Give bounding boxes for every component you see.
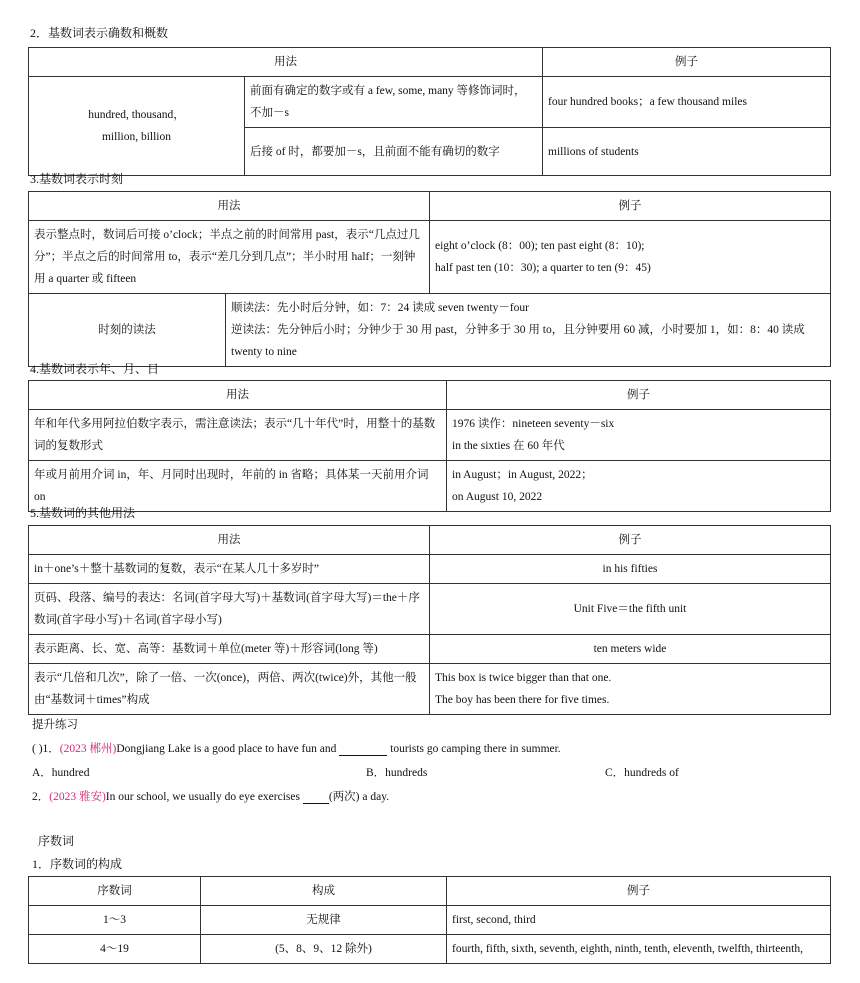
option-b[interactable]: B．hundreds [366, 767, 428, 779]
example-line: in the sixties 在 60 年代 [452, 440, 565, 452]
table-ordinal-formation [28, 876, 831, 964]
option-c[interactable]: C．hundreds of [605, 767, 679, 779]
col-ordinal-header: 序数词 [29, 877, 201, 906]
words-line-2: million, billion [101, 131, 171, 143]
ordinal-title: 序数词 [38, 834, 75, 848]
ordinal-range-cell: 1～3 [29, 906, 201, 935]
usage-cell: 前面有确定的数字或有 a few, some, many 等修饰词时，不加－s [245, 77, 543, 128]
table-cardinal-exact-approx [28, 47, 831, 176]
example-line: in August；in August, 2022； [452, 469, 593, 481]
example-line: eight o’clock (8：00); ten past eight (8：10); [435, 240, 645, 252]
answer-blank[interactable] [339, 743, 387, 756]
ordinal-range-cell: 4～19 [29, 935, 201, 964]
col-usage-header: 用法 [29, 192, 430, 221]
example-cell [447, 410, 831, 461]
example-cell: in his fifties [430, 555, 831, 584]
col-example-header: 例子 [430, 192, 831, 221]
question-1 [32, 740, 561, 756]
question-2 [32, 788, 389, 804]
col-formation-header: 构成 [201, 877, 447, 906]
section-5-heading: 5.基数词的其他用法 [30, 506, 136, 520]
question-text: (两次) a day. [328, 791, 390, 803]
example-cell: first, second, third [447, 906, 831, 935]
col-example-header: 例子 [543, 48, 831, 77]
table-other-uses [28, 525, 831, 715]
usage-cell: 年或月前用介词 in，年、月同时出现时，年前的 in 省略；具体某一天前用介词 on [29, 461, 447, 512]
question-text: tourists go camping there in summer. [387, 743, 561, 755]
example-line: on August 10, 2022 [452, 491, 543, 503]
usage-cell: 表示“几倍和几次”，除了一倍、一次(once)，两倍、两次(twice)外，其他一般由“基数词＋times”构成 [29, 664, 430, 715]
formation-cell: 无规律 [201, 906, 447, 935]
words-cell [29, 77, 245, 176]
example-cell [430, 664, 831, 715]
table-time [28, 191, 831, 367]
usage-cell: in＋one’s＋整十基数词的复数，表示“在某人几十多岁时” [29, 555, 430, 584]
usage-cell: 表示距离、长、宽、高等：基数词＋单位(meter 等)＋形容词(long 等) [29, 635, 430, 664]
usage-cell: 后接 of 时，都要加－s，且前面不能有确切的数字 [245, 128, 543, 176]
section-3-heading: 3.基数词表示时刻 [30, 172, 124, 186]
example-cell: ten meters wide [430, 635, 831, 664]
example-cell: Unit Five＝the fifth unit [430, 584, 831, 635]
example-line: This box is twice bigger than that one. [435, 672, 612, 684]
question-source: (2023 郴州) [59, 743, 117, 755]
answer-paren[interactable]: ( )1． [32, 743, 60, 755]
practice-heading: 提升练习 [32, 719, 78, 731]
answer-blank[interactable] [303, 791, 329, 804]
example-line: 1976 读作：nineteen seventy－six [452, 418, 615, 430]
col-example-header: 例子 [430, 526, 831, 555]
reading-label-cell: 时刻的读法 [29, 294, 226, 367]
example-cell [447, 461, 831, 512]
question-text: In our school, we usually do eye exercises [105, 791, 303, 803]
usage-cell: 页码、段落、编号的表达：名词(首字母大写)＋基数词(首字母大写)＝the＋序数词(首字母小写)＋名词(首字母小写) [29, 584, 430, 635]
usage-cell: 表示整点时，数词后可接 o’clock；半点之前的时间常用 past，表示“几点过几分”；半点之后的时间常用 to，表示“差几分到几点”；半小时用 half；一刻钟用 a quarter 或 fifteen [29, 221, 430, 294]
reading-method-cell [226, 294, 831, 367]
words-line-1: hundred, thousand， [88, 109, 185, 121]
section-4-heading: 4.基数词表示年、月、日 [30, 362, 160, 376]
col-usage-header: 用法 [29, 48, 543, 77]
col-example-header: 例子 [447, 877, 831, 906]
example-line: half past ten (10：30); a quarter to ten (9：45) [435, 262, 651, 274]
example-line: The boy has been there for five times. [435, 694, 610, 706]
option-a[interactable]: A．hundred [32, 767, 90, 779]
example-cell: millions of students [543, 128, 831, 176]
usage-cell: 年和年代多用阿拉伯数字表示，需注意读法；表示“几十年代”时，用整十的基数词的复数形式 [29, 410, 447, 461]
example-cell [430, 221, 831, 294]
question-source: (2023 雅安) [49, 791, 106, 803]
section-2-heading: 2．基数词表示确数和概数 [30, 26, 169, 40]
col-usage-header: 用法 [29, 526, 430, 555]
forward-reading: 顺读法：先小时后分钟，如：7：24 读成 seven twenty－four [231, 302, 530, 314]
table-dates [28, 380, 831, 512]
col-usage-header: 用法 [29, 381, 447, 410]
ordinal-heading: 1．序数词的构成 [32, 857, 123, 871]
example-cell: fourth, fifth, sixth, seventh, eighth, ninth, tenth, eleventh, twelfth, thirteenth, [447, 935, 831, 964]
question-text: Dongjiang Lake is a good place to have fun and [116, 743, 340, 755]
formation-cell: (5、8、9、12 除外) [201, 935, 447, 964]
reverse-reading: 逆读法：先分钟后小时；分钟少于 30 用 past，分钟多于 30 用 to，且分钟要用 60 减，小时要加 1，如：8：40 读成 twenty to nine [231, 324, 805, 358]
col-example-header: 例子 [447, 381, 831, 410]
question-number: 2． [32, 791, 50, 803]
example-cell: four hundred books；a few thousand miles [543, 77, 831, 128]
